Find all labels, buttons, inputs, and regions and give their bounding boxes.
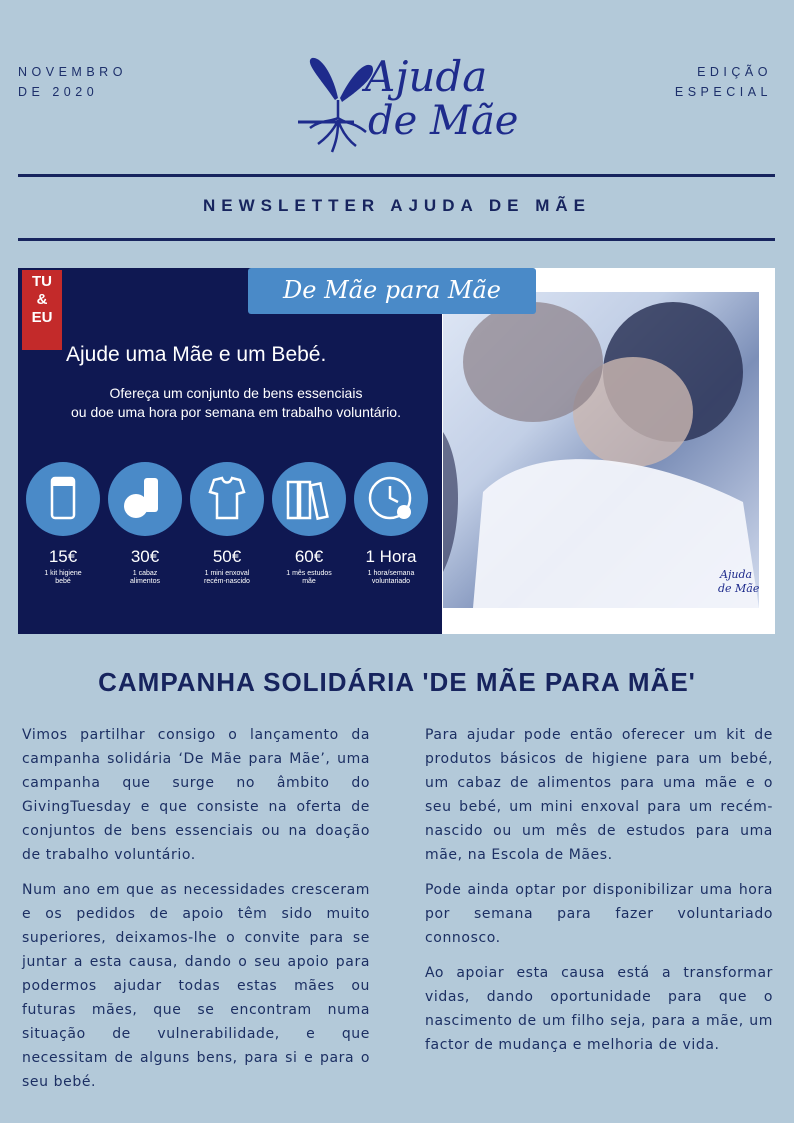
issue-date-month: NOVEMBRO	[18, 65, 127, 79]
badge-line3: EU	[31, 309, 53, 326]
price-5: 1 Hora	[365, 547, 417, 566]
campaign-title: CAMPANHA SOLIDÁRIA 'DE MÃE PARA MÃE'	[98, 667, 696, 697]
item-label-3b: recém-nascido	[204, 578, 250, 585]
item-label-5a: 1 hora/semana	[367, 570, 415, 577]
newsletter-title: NEWSLETTER AJUDA DE MÃE	[203, 196, 591, 215]
price-4: 60€	[294, 547, 324, 566]
paragraph: Pode ainda optar por disponibilizar uma hora por semana para fazer voluntariado connosco.	[425, 882, 773, 946]
item-label-2a: 1 cabaz	[132, 570, 158, 577]
item-label-2b: alimentos	[130, 578, 160, 585]
banner-headline: Ajude uma Mãe e um Bebé.	[66, 343, 327, 366]
photo-logo-line2: de Mãe	[718, 582, 760, 595]
price-2: 30€	[130, 547, 160, 566]
divider-top	[18, 174, 775, 177]
logo-text-line2: de Mãe	[368, 98, 519, 144]
paragraph: Para ajudar pode então oferecer um kit de produtos básicos de higiene para um bebé, um cabaz de alimentos para uma mãe e o seu bebé, um mini enxoval para um recém-nascido ou um mês de estudos para uma mãe, na Escola de Mães.	[425, 727, 773, 863]
price-1: 15€	[48, 547, 78, 566]
item-label-1	[26, 570, 100, 586]
badge-line2: &	[36, 291, 48, 308]
item-label-2	[108, 570, 182, 586]
food-basket-icon	[108, 462, 182, 536]
article-column-left	[22, 723, 370, 1105]
issue-date	[18, 62, 127, 102]
divider-bottom	[18, 238, 775, 241]
campaign-tag: De Mãe para Mãe	[248, 268, 536, 314]
books-icon	[272, 462, 346, 536]
paragraph: Num ano em que as necessidades cresceram e os pedidos de apoio têm sido muito superiores, deixamos-lhe o convite para se juntar a esta causa, dando o seu apoio para podermos ajudar todas estas mães ou futuras mães, que se encontram numa situação de vulnerabilidade, e que necessitam de alguns bens, para si e para o seu bebé.	[22, 882, 370, 1090]
hygiene-kit-icon	[26, 462, 100, 536]
item-label-3	[190, 570, 264, 586]
item-label-4b: mãe	[302, 578, 316, 585]
clock-heart-icon	[354, 462, 428, 536]
issue-date-year: DE 2020	[18, 85, 99, 99]
badge-line1: TU	[32, 273, 52, 290]
item-label-3a: 1 mini enxoval	[204, 570, 250, 577]
item-label-5b: voluntariado	[371, 578, 411, 585]
edition-line1: EDIÇÃO	[697, 65, 772, 79]
edition-line2: ESPECIAL	[674, 85, 772, 99]
item-label-4a: 1 mês estudos	[286, 570, 332, 577]
item-label-1b: bebé	[55, 578, 71, 585]
mother-baby-photo	[443, 292, 759, 608]
tu-eu-badge	[22, 270, 62, 350]
price-3: 50€	[212, 547, 242, 566]
photo-logo-line1: Ajuda	[720, 568, 753, 581]
photo-illustration	[443, 292, 759, 608]
paragraph: Vimos partilhar consigo o lançamento da campanha solidária ‘De Mãe para Mãe’, uma campanha que surge no âmbito do GivingTuesday e que consiste na oferta de conjuntos de bens essenciais ou na doação de trabalho voluntário.	[22, 727, 370, 863]
item-label-1a: 1 kit higiene	[44, 570, 82, 577]
banner-subtitle	[36, 384, 436, 422]
edition-label	[675, 62, 772, 102]
banner-subtitle-line2: ou doe uma hora por semana em trabalho voluntário.	[71, 404, 401, 420]
paragraph: Ao apoiar esta causa está a transformar vidas, dando oportunidade para que o nascimento de um filho seja, para a mãe, um factor de mudança e melhoria de vida.	[425, 965, 773, 1053]
banner-subtitle-line1: Ofereça um conjunto de bens essenciais	[109, 385, 363, 401]
logo-text-line1: Ajuda	[365, 52, 488, 101]
baby-clothes-icon	[190, 462, 264, 536]
item-label-4	[272, 570, 346, 586]
article-column-right	[425, 723, 773, 1068]
item-label-5	[354, 570, 428, 586]
